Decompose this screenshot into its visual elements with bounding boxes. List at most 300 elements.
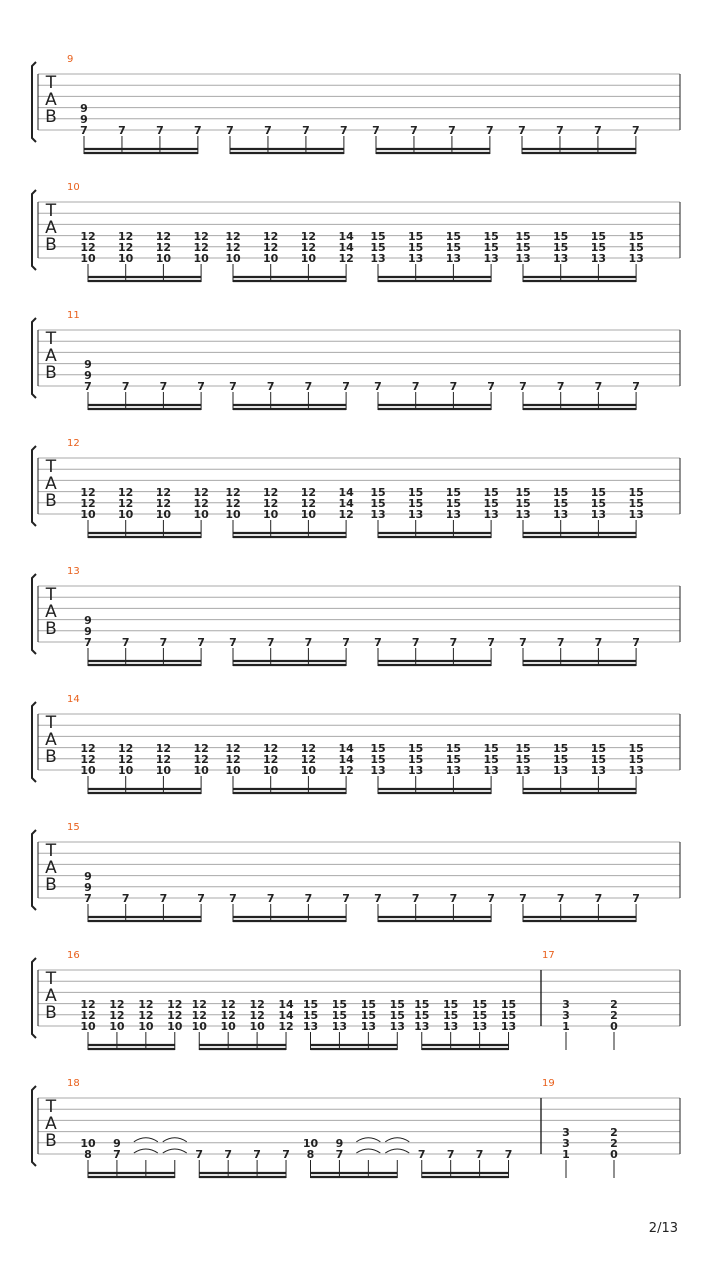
fret-number: 15	[515, 241, 531, 254]
tab-clef-t: T	[45, 329, 57, 349]
fret-number: 15	[483, 229, 499, 243]
tab-clef-t: T	[45, 201, 57, 221]
fret-number: 12	[80, 497, 96, 510]
fret-number: 13	[360, 1020, 377, 1034]
fret-number: 3	[562, 1125, 570, 1139]
fret-number: 7	[159, 636, 168, 650]
fret-number: 10	[191, 1020, 207, 1034]
fret-number: 7	[448, 124, 456, 138]
fret-number: 10	[225, 252, 241, 266]
fret-number: 14	[338, 753, 354, 766]
fret-number: 7	[411, 636, 420, 650]
fret-number: 15	[471, 1009, 488, 1022]
measure-number: 19	[542, 1078, 555, 1089]
fret-number: 13	[628, 252, 644, 266]
fret-number: 10	[80, 1137, 96, 1150]
tab-clef-b: B	[45, 747, 57, 767]
fret-number: 15	[445, 497, 462, 510]
fret-number: 12	[155, 241, 172, 254]
fret-number: 10	[138, 1020, 154, 1034]
fret-number: 13	[331, 1020, 348, 1034]
fret-number: 12	[109, 997, 125, 1011]
measure-number: 9	[67, 54, 74, 65]
fret-number: 7	[118, 124, 126, 138]
fret-number: 12	[225, 753, 241, 766]
tab-clef-t: T	[45, 841, 57, 861]
fret-number: 10	[80, 252, 96, 266]
tab-clef-t: T	[45, 713, 57, 733]
measure-number: 13	[67, 566, 80, 577]
fret-number: 3	[562, 1137, 570, 1150]
fret-number: 15	[553, 485, 569, 499]
system-bracket	[32, 574, 36, 654]
fret-number: 13	[302, 1020, 319, 1034]
fret-number: 12	[300, 241, 317, 254]
fret-number: 12	[193, 241, 209, 254]
fret-number: 7	[197, 380, 205, 394]
fret-number: 7	[374, 892, 382, 906]
fret-number: 14	[338, 497, 354, 510]
fret-number: 7	[487, 380, 495, 394]
fret-number: 7	[449, 892, 458, 906]
tab-clef-b: B	[45, 1131, 57, 1151]
fret-number: 12	[167, 997, 183, 1011]
fret-number: 15	[370, 485, 386, 499]
fret-number: 9	[84, 369, 92, 382]
fret-number: 7	[229, 892, 237, 906]
fret-number: 15	[515, 497, 531, 510]
measure-number: 17	[542, 950, 555, 961]
fret-number: 12	[225, 741, 241, 755]
fret-number: 15	[389, 1009, 405, 1022]
fret-number: 12	[263, 741, 279, 755]
fret-number: 10	[193, 252, 209, 266]
fret-number: 7	[372, 124, 380, 138]
system-bracket	[32, 446, 36, 526]
fret-number: 15	[628, 485, 644, 499]
fret-number: 8	[84, 1148, 92, 1162]
fret-number: 15	[483, 741, 499, 755]
fret-number: 7	[411, 892, 420, 906]
fret-number: 7	[226, 124, 234, 138]
fret-number: 15	[360, 997, 377, 1011]
fret-number: 13	[443, 1020, 459, 1034]
fret-number: 12	[118, 753, 134, 766]
fret-number: 7	[374, 636, 382, 650]
fret-number: 10	[263, 764, 279, 778]
fret-number: 15	[360, 1009, 377, 1022]
fret-number: 13	[483, 252, 499, 266]
fret-number: 7	[632, 380, 640, 394]
system-bracket	[32, 62, 36, 142]
fret-number: 15	[445, 485, 462, 499]
fret-number: 15	[331, 997, 348, 1011]
fret-number: 7	[304, 636, 313, 650]
fret-number: 15	[302, 1009, 319, 1022]
fret-number: 15	[628, 229, 644, 243]
tab-clef-a: A	[45, 90, 57, 110]
fret-number: 9	[84, 357, 92, 371]
fret-number: 10	[225, 764, 241, 778]
fret-number: 12	[109, 1009, 125, 1022]
fret-number: 10	[263, 508, 279, 522]
fret-number: 7	[632, 636, 640, 650]
fret-number: 15	[408, 741, 424, 755]
fret-number: 9	[84, 613, 92, 627]
system-bracket	[32, 1086, 36, 1166]
fret-number: 13	[483, 764, 499, 778]
fret-number: 7	[121, 636, 130, 650]
fret-number: 15	[408, 485, 424, 499]
fret-number: 12	[80, 241, 96, 254]
fret-number: 15	[443, 1009, 459, 1022]
fret-number: 13	[590, 252, 607, 266]
system-bracket	[32, 958, 36, 1038]
fret-number: 15	[445, 741, 462, 755]
fret-number: 10	[118, 764, 134, 778]
fret-number: 12	[191, 997, 207, 1011]
fret-number: 7	[229, 636, 237, 650]
fret-number: 12	[300, 741, 317, 755]
fret-number: 10	[300, 508, 317, 522]
fret-number: 13	[408, 764, 424, 778]
tab-clef-a: A	[45, 602, 57, 622]
fret-number: 7	[84, 892, 92, 906]
fret-number: 15	[553, 741, 569, 755]
fret-number: 15	[414, 997, 430, 1011]
fret-number: 13	[553, 252, 569, 266]
fret-number: 12	[138, 997, 154, 1011]
tab-clef-b: B	[45, 491, 57, 511]
fret-number: 10	[155, 764, 172, 778]
fret-number: 15	[515, 229, 531, 243]
fret-number: 15	[553, 229, 569, 243]
fret-number: 12	[300, 753, 317, 766]
fret-number: 7	[121, 380, 130, 394]
tab-clef-b: B	[45, 1003, 57, 1023]
fret-number: 13	[500, 1020, 517, 1034]
fret-number: 10	[167, 1020, 183, 1034]
fret-number: 15	[370, 241, 386, 254]
fret-number: 13	[483, 508, 499, 522]
fret-number: 10	[80, 764, 96, 778]
fret-number: 7	[594, 892, 603, 906]
fret-number: 15	[553, 497, 569, 510]
fret-number: 13	[515, 508, 531, 522]
fret-number: 12	[193, 497, 209, 510]
fret-number: 10	[109, 1020, 125, 1034]
fret-number: 15	[553, 753, 569, 766]
fret-number: 12	[263, 241, 279, 254]
fret-number: 12	[155, 741, 172, 755]
fret-number: 10	[249, 1020, 265, 1034]
fret-number: 7	[594, 124, 602, 138]
fret-number: 15	[590, 753, 607, 766]
fret-number: 2	[610, 1125, 618, 1139]
fret-number: 7	[302, 124, 310, 138]
fret-number: 8	[306, 1148, 315, 1162]
fret-number: 15	[515, 485, 531, 499]
tab-clef-t: T	[45, 457, 57, 477]
fret-number: 13	[515, 252, 531, 266]
fret-number: 15	[483, 485, 499, 499]
tab-clef-t: T	[45, 73, 57, 93]
fret-number: 7	[253, 1148, 261, 1162]
fret-number: 7	[449, 636, 458, 650]
fret-number: 13	[515, 764, 531, 778]
fret-number: 12	[118, 485, 134, 499]
fret-number: 13	[553, 764, 569, 778]
tie-arc	[163, 1138, 187, 1142]
fret-number: 1	[562, 1020, 570, 1034]
fret-number: 12	[193, 741, 209, 755]
fret-number: 12	[249, 1009, 265, 1022]
fret-number: 7	[518, 124, 526, 138]
fret-number: 15	[590, 741, 607, 755]
fret-number: 9	[84, 625, 92, 638]
tie-arc	[163, 1149, 187, 1153]
tie-arc	[134, 1149, 158, 1153]
fret-number: 15	[590, 241, 607, 254]
fret-number: 12	[155, 753, 172, 766]
fret-number: 7	[84, 636, 92, 650]
fret-number: 13	[471, 1020, 488, 1034]
fret-number: 12	[225, 241, 241, 254]
fret-number: 7	[519, 380, 527, 394]
fret-number: 15	[483, 497, 499, 510]
tab-clef-t: T	[45, 1097, 57, 1117]
fret-number: 12	[300, 497, 317, 510]
fret-number: 12	[249, 997, 265, 1011]
fret-number: 7	[417, 1148, 426, 1162]
fret-number: 15	[370, 753, 386, 766]
fret-number: 15	[414, 1009, 430, 1022]
fret-number: 9	[335, 1137, 344, 1150]
fret-number: 3	[562, 997, 570, 1011]
fret-number: 12	[263, 229, 279, 243]
fret-number: 7	[487, 892, 495, 906]
fret-number: 7	[121, 892, 130, 906]
fret-number: 7	[487, 636, 495, 650]
fret-number: 10	[220, 1020, 236, 1034]
fret-number: 10	[118, 508, 134, 522]
fret-number: 15	[515, 753, 531, 766]
fret-number: 7	[80, 124, 88, 138]
fret-number: 13	[590, 764, 607, 778]
fret-number: 12	[225, 497, 241, 510]
tie-arc	[385, 1138, 409, 1142]
tab-clef-a: A	[45, 1114, 57, 1134]
fret-number: 7	[224, 1148, 233, 1162]
fret-number: 7	[519, 636, 527, 650]
fret-number: 7	[446, 1148, 455, 1162]
fret-number: 0	[610, 1020, 618, 1034]
fret-number: 7	[556, 124, 564, 138]
fret-number: 12	[80, 1009, 96, 1022]
fret-number: 15	[445, 753, 462, 766]
fret-number: 12	[225, 229, 241, 243]
fret-number: 7	[342, 636, 350, 650]
fret-number: 0	[610, 1148, 618, 1162]
measure-number: 10	[67, 182, 80, 193]
fret-number: 1	[562, 1148, 570, 1162]
fret-number: 7	[84, 380, 92, 394]
fret-number: 13	[445, 508, 462, 522]
fret-number: 15	[483, 753, 499, 766]
fret-number: 7	[197, 636, 205, 650]
tab-clef-b: B	[45, 875, 57, 895]
fret-number: 13	[628, 508, 644, 522]
fret-number: 7	[594, 636, 603, 650]
tab-clef-a: A	[45, 986, 57, 1006]
fret-number: 14	[278, 1009, 294, 1022]
fret-number: 15	[331, 1009, 348, 1022]
fret-number: 7	[264, 124, 272, 138]
fret-number: 7	[156, 124, 164, 138]
measure-number: 11	[67, 310, 80, 321]
fret-number: 12	[300, 485, 317, 499]
fret-number: 7	[556, 636, 565, 650]
measure-number: 12	[67, 438, 80, 449]
fret-number: 15	[471, 997, 488, 1011]
tab-clef-a: A	[45, 218, 57, 238]
fret-number: 10	[80, 1020, 96, 1034]
fret-number: 12	[118, 241, 134, 254]
tab-clef-t: T	[45, 969, 57, 989]
fret-number: 12	[338, 764, 354, 778]
fret-number: 10	[118, 252, 134, 266]
tab-clef-b: B	[45, 619, 57, 639]
fret-number: 15	[445, 229, 462, 243]
fret-number: 7	[195, 1148, 204, 1162]
fret-number: 15	[500, 1009, 517, 1022]
fret-number: 15	[590, 485, 607, 499]
fret-number: 15	[445, 241, 462, 254]
fret-number: 12	[300, 229, 317, 243]
fret-number: 12	[338, 508, 354, 522]
fret-number: 10	[80, 508, 96, 522]
measure-number: 18	[67, 1078, 80, 1089]
fret-number: 12	[118, 229, 134, 243]
fret-number: 7	[504, 1148, 513, 1162]
fret-number: 13	[628, 764, 644, 778]
fret-number: 13	[370, 252, 386, 266]
fret-number: 15	[628, 753, 644, 766]
fret-number: 7	[342, 892, 350, 906]
fret-number: 7	[197, 892, 205, 906]
fret-number: 7	[342, 380, 350, 394]
fret-number: 14	[278, 997, 294, 1011]
fret-number: 2	[610, 1137, 618, 1150]
fret-number: 15	[408, 241, 424, 254]
fret-number: 15	[443, 997, 459, 1011]
fret-number: 12	[80, 753, 96, 766]
fret-number: 15	[628, 241, 644, 254]
fret-number: 13	[414, 1020, 430, 1034]
tab-clef-a: A	[45, 474, 57, 494]
fret-number: 7	[449, 380, 458, 394]
fret-number: 12	[80, 741, 96, 755]
fret-number: 12	[118, 741, 134, 755]
fret-number: 12	[263, 497, 279, 510]
tab-clef-a: A	[45, 730, 57, 750]
system-bracket	[32, 318, 36, 398]
fret-number: 12	[155, 485, 172, 499]
fret-number: 3	[562, 1009, 570, 1022]
fret-number: 7	[486, 124, 494, 138]
fret-number: 15	[500, 997, 517, 1011]
fret-number: 14	[338, 229, 354, 243]
fret-number: 7	[475, 1148, 484, 1162]
fret-number: 7	[335, 1148, 344, 1162]
fret-number: 7	[519, 892, 527, 906]
tie-arc	[134, 1138, 158, 1142]
fret-number: 12	[155, 229, 172, 243]
fret-number: 12	[80, 229, 96, 243]
tie-arc	[356, 1149, 380, 1153]
fret-number: 7	[266, 380, 275, 394]
fret-number: 7	[229, 380, 237, 394]
fret-number: 15	[408, 229, 424, 243]
fret-number: 7	[159, 380, 168, 394]
fret-number: 7	[410, 124, 418, 138]
system-bracket	[32, 190, 36, 270]
tab-clef-b: B	[45, 363, 57, 383]
fret-number: 15	[628, 497, 644, 510]
fret-number: 15	[370, 741, 386, 755]
fret-number: 12	[191, 1009, 207, 1022]
system-bracket	[32, 830, 36, 910]
fret-number: 12	[338, 252, 354, 266]
fret-number: 7	[340, 124, 348, 138]
fret-number: 7	[556, 380, 565, 394]
fret-number: 15	[389, 997, 405, 1011]
measure-number: 16	[67, 950, 80, 961]
fret-number: 15	[302, 997, 319, 1011]
fret-number: 13	[553, 508, 569, 522]
fret-number: 7	[266, 636, 275, 650]
fret-number: 13	[408, 252, 424, 266]
fret-number: 7	[632, 124, 640, 138]
fret-number: 10	[193, 508, 209, 522]
measure-number: 14	[67, 694, 80, 705]
fret-number: 12	[263, 485, 279, 499]
system-bracket	[32, 702, 36, 782]
fret-number: 13	[408, 508, 424, 522]
fret-number: 7	[594, 380, 603, 394]
fret-number: 12	[80, 997, 96, 1011]
fret-number: 10	[193, 764, 209, 778]
fret-number: 13	[445, 252, 462, 266]
fret-number: 12	[118, 497, 134, 510]
measure-number: 15	[67, 822, 80, 833]
fret-number: 12	[155, 497, 172, 510]
fret-number: 15	[590, 497, 607, 510]
page-number: 2/13	[648, 1221, 678, 1236]
fret-number: 15	[408, 497, 424, 510]
fret-number: 14	[338, 741, 354, 755]
fret-number: 10	[155, 252, 172, 266]
fret-number: 14	[338, 485, 354, 499]
fret-number: 12	[225, 485, 241, 499]
fret-number: 10	[300, 764, 317, 778]
fret-number: 12	[138, 1009, 154, 1022]
fret-number: 7	[159, 892, 168, 906]
fret-number: 13	[445, 764, 462, 778]
tab-clef-a: A	[45, 346, 57, 366]
tie-arc	[385, 1149, 409, 1153]
fret-number: 12	[167, 1009, 183, 1022]
